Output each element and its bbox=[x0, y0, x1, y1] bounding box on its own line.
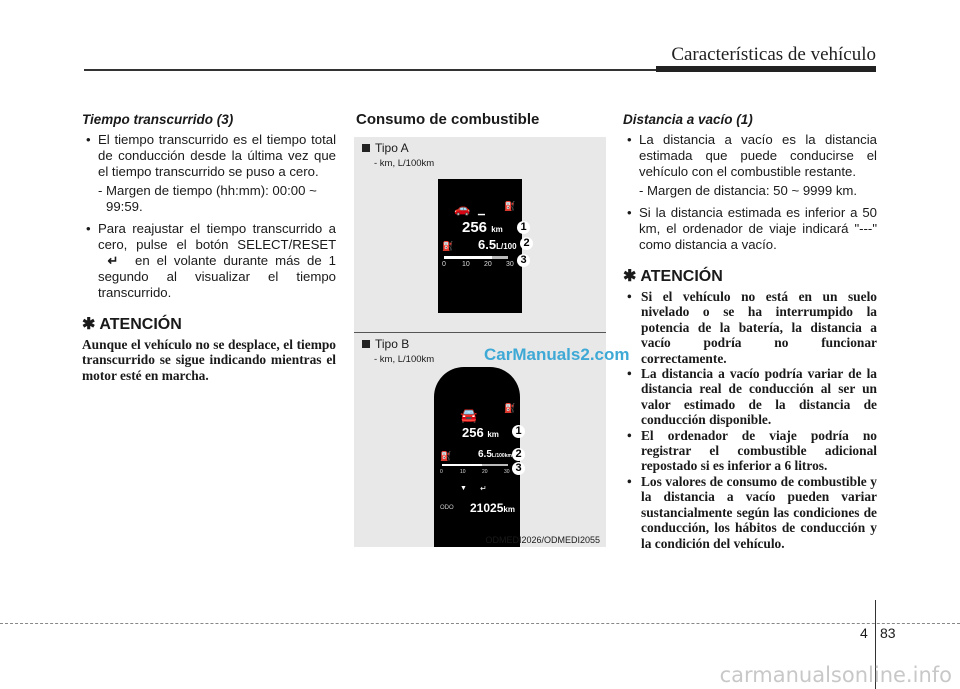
attention-bullet-1: • Si el vehículo no está en un suelo nivelado o se ha interrumpido la potencia de la batería, la distancia a vacío podría no funcionar correctamente. bbox=[623, 289, 877, 366]
economy-bar-fill bbox=[442, 464, 482, 466]
car-icon: 🚗 bbox=[454, 201, 471, 216]
fuel-pump-icon: ⛽ bbox=[504, 201, 516, 211]
callout-3: 3 bbox=[512, 462, 525, 475]
odo-label: ODO bbox=[440, 505, 454, 511]
economy-value: 6.5L/100km bbox=[478, 449, 512, 460]
heading-distance-to-empty: Distancia a vacío (1) bbox=[623, 112, 753, 127]
range-value: 256 km bbox=[462, 219, 503, 236]
chapter-number: 4 bbox=[860, 625, 868, 641]
callout-2: 2 bbox=[512, 448, 525, 461]
callout-2: 2 bbox=[520, 237, 533, 250]
bullet-elapsed-def: • El tiempo transcurrido es el tiempo total de conducción desde la última vez que el tiempo transcurrido se puso a cero. bbox=[82, 132, 336, 180]
scale-20: 20 bbox=[482, 469, 488, 475]
scale-0: 0 bbox=[442, 261, 446, 268]
enter-icon: ↵ bbox=[480, 484, 487, 493]
attention-bullet-2: • La distancia a vacío podría variar de la distancia real de conducción al ser un valor estimado de la distancia de conducción disponible. bbox=[623, 366, 877, 428]
scale-0: 0 bbox=[440, 469, 443, 475]
section-title: Características de vehículo bbox=[671, 44, 876, 65]
page-number: 83 bbox=[880, 625, 896, 641]
attention-bullet-4: • Los valores de consumo de combustible y la distancia a vacío pueden variar sustancialmente según las condiciones de conducción, los hábitos de conducción y la condición del vehículo. bbox=[623, 474, 877, 551]
type-b-label: Tipo B bbox=[362, 337, 409, 351]
scale-10: 10 bbox=[462, 261, 470, 268]
car-icon: 🚘 bbox=[460, 407, 478, 423]
elapsed-range: - Margen de tiempo (hh:mm): 00:00 ~ 99:59. bbox=[98, 183, 317, 214]
callout-1: 1 bbox=[512, 425, 525, 438]
figure-caption: ODMEDI2026/ODMEDI2055 bbox=[485, 535, 600, 545]
reset-text-a: Para reajustar el tiempo transcurrido a cero, pulse el botón SELECT/RESET bbox=[98, 221, 336, 252]
odo-value: 21025km bbox=[470, 501, 515, 515]
attention-heading: ✱ ATENCIÓN bbox=[623, 268, 723, 285]
economy-bar bbox=[444, 256, 508, 259]
economy-value: 6.5L/100 bbox=[478, 237, 517, 252]
callout-3: 3 bbox=[517, 254, 530, 267]
enter-icon: ↵ bbox=[107, 253, 119, 268]
fuel-pump-icon: ⛽ bbox=[504, 403, 516, 413]
reset-text-b: en el volante durante más de 1 segundo al visualizar el tiempo transcurrido. bbox=[98, 253, 336, 300]
scale-20: 20 bbox=[484, 261, 492, 268]
column-right bbox=[623, 112, 877, 551]
star-icon: ✱ bbox=[82, 316, 96, 333]
watermark-carmanuals: CarManuals2.com bbox=[484, 345, 630, 364]
header-rule-accent bbox=[656, 66, 876, 72]
dte-range: - Margen de distancia: 50 ~ 9999 km. bbox=[639, 183, 858, 198]
scale-10: 10 bbox=[460, 469, 466, 475]
attention-bullet-3: • El ordenador de viaje podría no registrar el combustible adicional repostado si es inferior a 6 litros. bbox=[623, 428, 877, 474]
range-value: 256 km bbox=[462, 425, 499, 440]
attention-text: Aunque el vehículo no se desplace, el tiempo transcurrido se sigue indicando mientras el motor esté en marcha. bbox=[82, 337, 336, 383]
header-rule bbox=[84, 69, 656, 71]
bullet-dte-def: • La distancia a vacío es la distancia estimada que puede conducirse el vehículo con el combustible restante. bbox=[623, 132, 877, 180]
chevron-down-icon: ▼ bbox=[460, 485, 467, 492]
cluster-display-a bbox=[438, 179, 522, 313]
type-b-units: - km, L/100km bbox=[374, 354, 435, 365]
footer-rule bbox=[0, 623, 960, 624]
square-bullet-icon bbox=[362, 144, 370, 152]
scale-30: 30 bbox=[504, 469, 510, 475]
callout-1: 1 bbox=[517, 221, 530, 234]
panel-type-a bbox=[354, 137, 606, 332]
type-a-label: Tipo A bbox=[362, 141, 409, 155]
cluster-display-b bbox=[434, 367, 520, 547]
type-a-units: - km, L/100km bbox=[374, 158, 435, 169]
bullet-elapsed-reset bbox=[82, 221, 336, 301]
heading-elapsed-time: Tiempo transcurrido (3) bbox=[82, 112, 234, 127]
fuel-consumption-title: Consumo de combustible bbox=[356, 111, 540, 128]
column-left bbox=[82, 112, 336, 383]
site-watermark: carmanualsonline.info bbox=[719, 663, 952, 687]
economy-bar-fill bbox=[444, 256, 492, 259]
economy-bar bbox=[442, 464, 508, 466]
fuel-icon: ⛽ bbox=[440, 451, 452, 461]
road-icon: ▁ bbox=[478, 205, 485, 215]
scale-30: 30 bbox=[506, 261, 514, 268]
attention-heading: ✱ ATENCIÓN bbox=[82, 316, 182, 333]
fuel-icon: ⛽ bbox=[442, 241, 454, 251]
star-icon: ✱ bbox=[623, 268, 637, 285]
panel-type-b bbox=[354, 333, 606, 547]
square-bullet-icon bbox=[362, 340, 370, 348]
bullet-dte-low: • Si la distancia estimada es inferior a 50 km, el ordenador de viaje indicará "---" como distancia a vacío. bbox=[623, 205, 877, 253]
